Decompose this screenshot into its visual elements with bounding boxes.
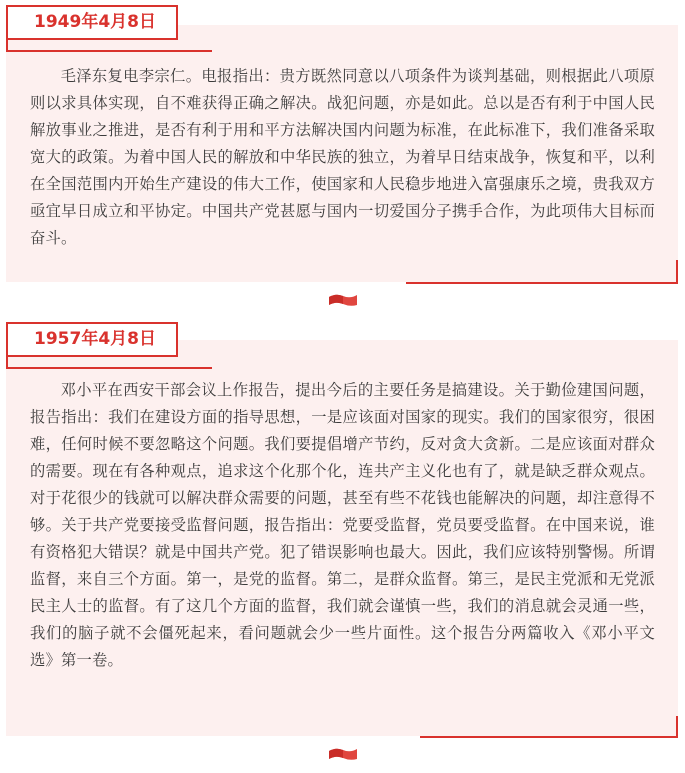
entry-date: 1957年4月8日 [34, 329, 156, 349]
red-flag-icon [328, 292, 358, 308]
date-tab-1949 [6, 5, 178, 40]
card-corner-decoration [406, 260, 678, 284]
entry-text: 邓小平在西安干部会议上作报告，提出今后的主要任务是搞建设。关于勤俭建国问题，报告指出：我们在建设方面的指导思想，一是应该面对国家的现实。我们的国家很穷，很困难，任何时候不要忽略这个问题。我们要提倡增产节约，反对贪大贪新。二是应该面对群众的需要。现在有各种观点，追求这个化那个化，连共产主义化也有了，就是缺乏群众观点。对于花很少的钱就可以解决群众需要的问题，甚至有些不花钱也能解决的问题，却注意得不够。关于共产党要接受监督问题，报告指出：党要受监督，党员要受监督。在中国来说，谁有资格犯大错误？就是中国共产党。犯了错误影响也最大。因此，我们应该特别警惕。所谓监督，来自三个方面。第一，是党的监督。第二，是群众监督。第三，是民主党派和无党派民主人士的监督。有了这几个方面的监督，我们就会谨慎一些，我们的消息就会灵通一些，我们的脑子就不会僵死起来，看问题就会少一些片面性。这个报告分两篇收入《邓小平文选》第一卷。 [30, 381, 655, 669]
date-tab-underline [6, 355, 212, 369]
card-corner-decoration [420, 716, 678, 738]
entry-text: 毛泽东复电李宗仁。电报指出：贵方既然同意以八项条件为谈判基础，则根据此八项原则以求具体实现，自不难获得正确之解决。战犯问题，亦是如此。总以是否有利于中国人民解放事业之推进，是否有利于用和平方法解决国内问题为标准，在此标准下，我们准备采取宽大的政策。为着中国人民的解放和中华民族的独立，为着早日结束战争，恢复和平，以利在全国范围内开始生产建设的伟大工作，使国家和人民稳步地进入富强康乐之境，贵我双方亟宜早日成立和平协定。中国共产党甚愿与国内一切爱国分子携手合作，为此项伟大目标而奋斗。 [30, 67, 655, 247]
entry-date: 1949年4月8日 [34, 12, 156, 32]
date-tab-1957 [6, 322, 178, 357]
date-tab-underline [6, 38, 212, 52]
red-flag-icon [328, 746, 358, 762]
